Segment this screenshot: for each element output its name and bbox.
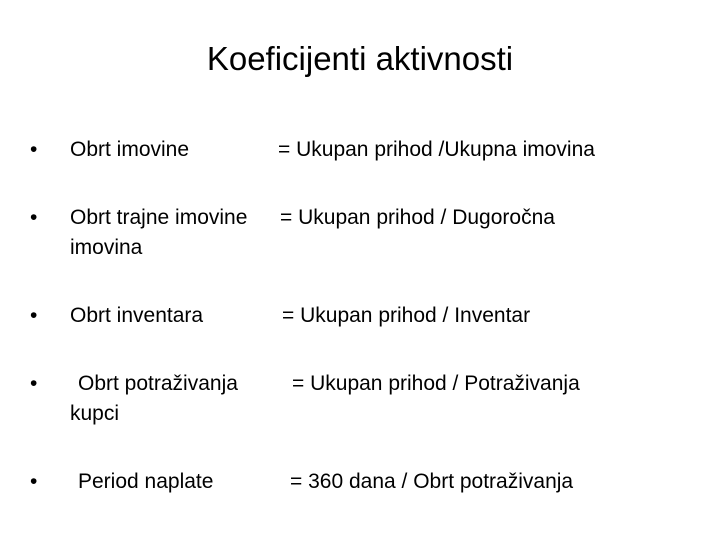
bullet-label: Obrt potraživanja — [78, 372, 238, 395]
bullet-label: Obrt inventara — [70, 304, 204, 327]
bullet-continuation: kupci — [70, 402, 120, 425]
bullet-label: Obrt trajne imovine — [70, 206, 248, 229]
bullet-label: Obrt imovine — [70, 138, 190, 161]
bullet-dot: • — [30, 206, 38, 229]
bullet-dot: • — [30, 372, 38, 395]
slide-title: Koeficijenti aktivnosti — [206, 40, 514, 77]
bullet-formula: = Ukupan prihod /Ukupna imovina — [278, 138, 595, 161]
bullet-item-fixed-asset-turnover — [0, 205, 720, 261]
bullet-dot: • — [30, 304, 38, 327]
bullet-label: Period naplate — [78, 470, 214, 493]
bullet-formula: = Ukupan prihod / Dugoročna — [280, 206, 555, 229]
bullet-formula: = Ukupan prihod / Potraživanja — [292, 372, 580, 395]
bullet-item-receivables-turnover — [0, 371, 720, 427]
bullet-formula: = Ukupan prihod / Inventar — [282, 304, 531, 327]
bullet-formula: = 360 dana / Obrt potraživanja — [290, 470, 574, 493]
bullet-continuation: imovina — [70, 236, 143, 259]
bullet-item-asset-turnover — [0, 137, 720, 163]
bullet-dot: • — [30, 470, 38, 493]
bullet-item-inventory-turnover — [0, 303, 720, 329]
bullet-dot: • — [30, 138, 38, 161]
bullet-item-collection-period — [0, 469, 720, 495]
